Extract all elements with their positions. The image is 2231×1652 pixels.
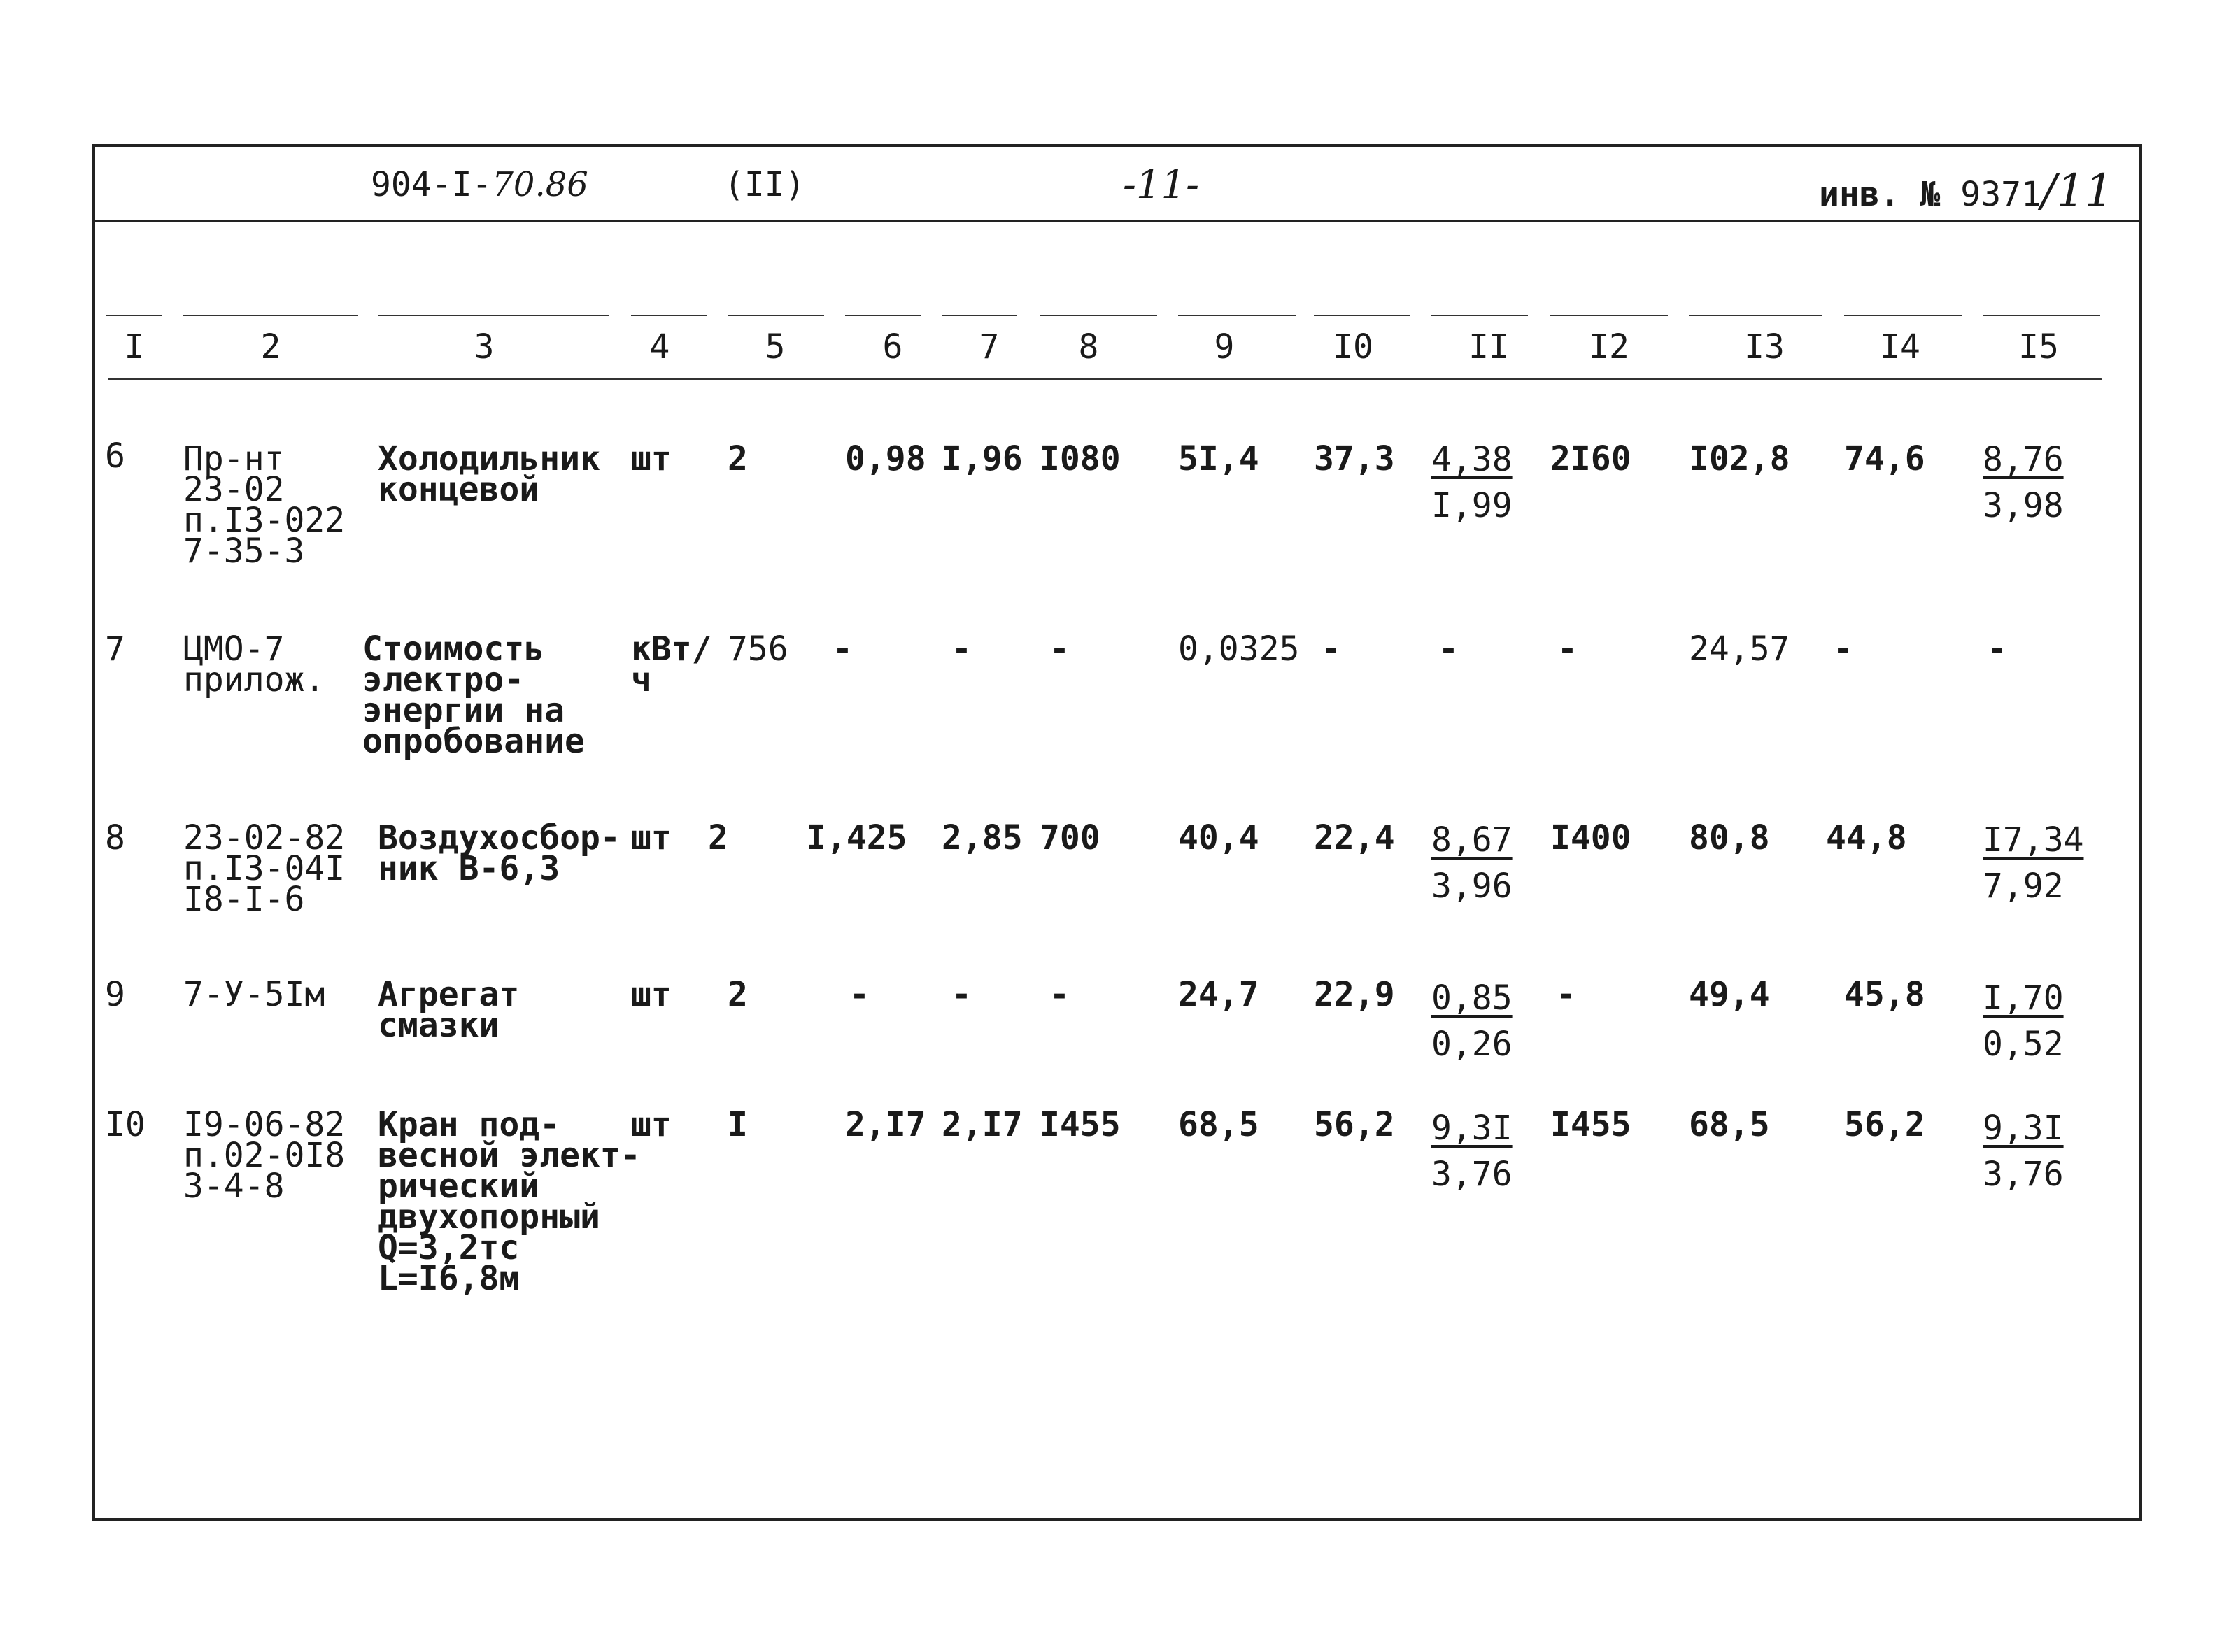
- cell-c11-fraction: $\frac{9,3I}{3,76}$: [1431, 1109, 1513, 1194]
- column-number: 5: [765, 327, 786, 366]
- column-number: I3: [1744, 327, 1785, 366]
- document-number: 904-I-70.86: [371, 165, 588, 204]
- cell-code: 7-У-5Iм: [183, 975, 325, 1014]
- column-number: 9: [1214, 327, 1235, 366]
- cell-c11: -: [1438, 629, 1459, 669]
- cell-unit: шт: [631, 975, 672, 1014]
- column-number: 6: [882, 327, 903, 366]
- column-number: 7: [979, 327, 1000, 366]
- cell-c11-fraction: $\frac{0,85}{0,26}$: [1431, 978, 1513, 1064]
- cell-c10: 22,4: [1314, 818, 1395, 857]
- cell-c12: 2I60: [1550, 439, 1631, 478]
- cell-c7: -: [951, 975, 972, 1014]
- cell-c8: I455: [1040, 1105, 1121, 1144]
- cell-name: Стоимость электро- энергии на опробование: [362, 629, 585, 761]
- cell-c12: -: [1556, 975, 1576, 1014]
- inventory-number: инв. № 9371/11: [1819, 165, 2113, 217]
- column-number: 3: [474, 327, 495, 366]
- column-number: I0: [1333, 327, 1373, 366]
- cell-c12: I400: [1550, 818, 1631, 857]
- column-header-underline: [108, 378, 2102, 385]
- cell-unit: шт: [631, 439, 672, 478]
- cell-qty: I: [728, 1105, 748, 1144]
- cell-code: Пр-нт 23-02 п.I3-022 7-35-3: [183, 439, 346, 571]
- cell-c11-fraction: $\frac{8,67}{3,96}$: [1431, 820, 1513, 906]
- cell-c14: -: [1833, 629, 1853, 669]
- cell-c6: 2,I7: [845, 1105, 926, 1144]
- cell-c8: -: [1049, 975, 1070, 1014]
- cell-c15-fraction: $\frac{8,76}{3,98}$: [1983, 440, 2064, 525]
- column-number: I: [124, 327, 145, 366]
- cell-c8: I080: [1040, 439, 1121, 478]
- page-number: -11-: [1123, 162, 1200, 208]
- cell-unit: кВт/ ч: [631, 629, 712, 699]
- cell-c9: 0,0325: [1178, 629, 1300, 669]
- cell-c12: I455: [1550, 1105, 1631, 1144]
- cell-unit: шт: [631, 1105, 672, 1144]
- cell-no: 7: [105, 629, 125, 669]
- sheet-label: (II): [724, 165, 805, 204]
- cell-c15-fraction: $\frac{9,3I}{3,76}$: [1983, 1109, 2064, 1194]
- header-divider: [92, 220, 2139, 222]
- column-number: 4: [649, 327, 670, 366]
- cell-code: 23-02-82 п.I3-04I I8-I-6: [183, 818, 346, 919]
- column-number: I2: [1589, 327, 1629, 366]
- cell-c14: 44,8: [1826, 818, 1907, 857]
- cell-c13: I02,8: [1689, 439, 1790, 478]
- cell-c14: 45,8: [1844, 975, 1925, 1014]
- cell-c7: I,96: [942, 439, 1023, 478]
- cell-c6: 0,98: [845, 439, 926, 478]
- cell-c13: 24,57: [1689, 629, 1790, 669]
- cell-qty: 2: [728, 439, 748, 478]
- cell-c6: -: [849, 975, 870, 1014]
- cell-c15-fraction: $\frac{I7,34}{7,92}$: [1983, 820, 2084, 906]
- cell-unit: шт: [631, 818, 672, 857]
- cell-c14: 56,2: [1844, 1105, 1925, 1144]
- cell-c7: 2,I7: [942, 1105, 1023, 1144]
- cell-name: Холодильник концевой: [378, 439, 600, 509]
- column-number: II: [1468, 327, 1509, 366]
- cell-c9: 68,5: [1178, 1105, 1259, 1144]
- cell-c9: 40,4: [1178, 818, 1259, 857]
- cell-qty: 756: [728, 629, 788, 669]
- column-number: I4: [1880, 327, 1920, 366]
- column-number: 2: [260, 327, 281, 366]
- cell-name: Кран под- весной элект- рический двухопорный Q=3,2тс L=I6,8м: [378, 1105, 641, 1298]
- cell-c12: -: [1557, 629, 1578, 669]
- cell-c15: -: [1987, 629, 2007, 669]
- cell-no: 9: [105, 975, 125, 1014]
- cell-no: 6: [105, 436, 125, 476]
- cell-c9: 24,7: [1178, 975, 1259, 1014]
- cell-name: Агрегат смазки: [378, 975, 520, 1045]
- cell-name: Воздухосбор- ник В-6,3: [378, 818, 621, 888]
- cell-c8: -: [1049, 629, 1070, 669]
- cell-qty: 2: [728, 975, 748, 1014]
- cell-no: 8: [105, 818, 125, 857]
- cell-c10: -: [1321, 629, 1341, 669]
- cell-c10: 37,3: [1314, 439, 1395, 478]
- cell-c14: 74,6: [1844, 439, 1925, 478]
- column-number: 8: [1078, 327, 1099, 366]
- cell-c6: -: [833, 629, 853, 669]
- cell-c13: 80,8: [1689, 818, 1770, 857]
- cell-c10: 56,2: [1314, 1105, 1395, 1144]
- cell-c7: -: [951, 629, 972, 669]
- cell-c13: 68,5: [1689, 1105, 1770, 1144]
- cell-c15-fraction: $\frac{I,70}{0,52}$: [1983, 978, 2064, 1064]
- cell-qty: 2: [708, 818, 728, 857]
- cell-c6: I,425: [806, 818, 907, 857]
- cell-c10: 22,9: [1314, 975, 1395, 1014]
- cell-c9: 5I,4: [1178, 439, 1259, 478]
- cell-no: I0: [105, 1105, 146, 1144]
- cell-c8: 700: [1040, 818, 1100, 857]
- cell-c13: 49,4: [1689, 975, 1770, 1014]
- cell-c7: 2,85: [942, 818, 1023, 857]
- cell-code: ЦМО-7 прилож.: [183, 629, 325, 699]
- cell-c11-fraction: $\frac{4,38}{I,99}$: [1431, 440, 1513, 525]
- cell-code: I9-06-82 п.02-0I8 3-4-8: [183, 1105, 346, 1206]
- column-number: I5: [2018, 327, 2059, 366]
